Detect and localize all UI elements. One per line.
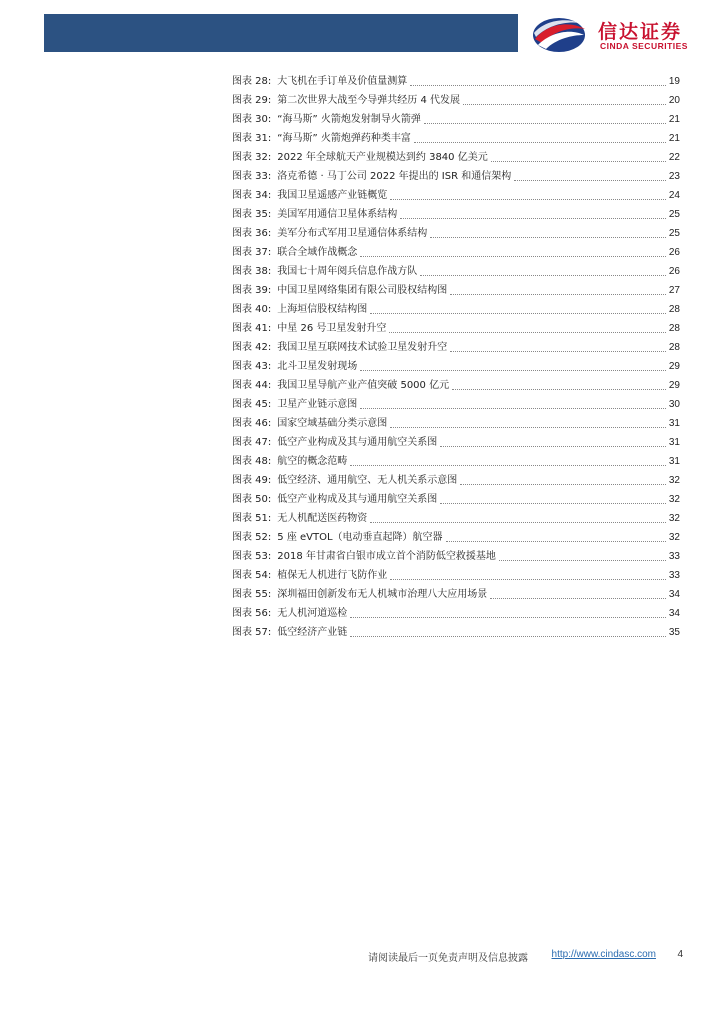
toc-figure-label: 图表 46: [232,418,272,429]
toc-figure-title: 卫星产业链示意图 [277,399,358,410]
toc-figure-label: 图表 44: [232,380,272,391]
toc-row[interactable] [232,392,680,411]
toc-dot-leader [499,560,666,561]
toc-figure-title: 我国七十周年阅兵信息作战方队 [277,266,418,277]
toc-row[interactable] [232,69,680,88]
toc-figure-label: 图表 35: [232,209,272,220]
toc-page-number: 21 [668,114,680,125]
toc-figure-title: 无人机配送医药物资 [277,513,368,524]
toc-dot-leader [490,598,666,599]
toc-page-number: 20 [668,95,680,106]
toc-dot-leader [360,256,666,257]
toc-dot-leader [370,522,666,523]
toc-figure-label: 图表 37: [232,247,272,258]
toc-page-number: 34 [668,608,680,619]
toc-figure-title: 第二次世界大战至今导弹共经历 4 代发展 [277,95,461,106]
toc-figure-title: 美国军用通信卫星体系结构 [277,209,398,220]
toc-row[interactable] [232,430,680,449]
toc-dot-leader [430,237,666,238]
toc-page-number: 29 [668,380,680,391]
toc-page-number: 29 [668,361,680,372]
toc-dot-leader [390,427,666,428]
toc-dot-leader [450,351,666,352]
toc-figure-title: “海马斯” 火箭炮弹药种类丰富 [277,133,411,144]
toc-page-number: 28 [668,323,680,334]
toc-row[interactable] [232,582,680,601]
toc-page-number: 32 [668,513,680,524]
cinda-logo-icon [530,15,588,55]
toc-page-number: 33 [668,570,680,581]
figure-index-list [232,69,680,639]
toc-page-number: 23 [668,171,680,182]
toc-row[interactable] [232,563,680,582]
toc-dot-leader [440,446,666,447]
toc-figure-title: 上海垣信股权结构图 [277,304,368,315]
toc-page-number: 31 [668,437,680,448]
toc-figure-label: 图表 56: [232,608,272,619]
toc-figure-title: “海马斯” 火箭炮发射制导火箭弹 [277,114,421,125]
toc-figure-label: 图表 50: [232,494,272,505]
toc-figure-title: 2022 年全球航天产业规模达到约 3840 亿美元 [277,152,488,163]
toc-figure-title: 大飞机在手订单及价值量测算 [277,76,408,87]
toc-figure-label: 图表 45: [232,399,272,410]
toc-figure-title: 低空产业构成及其与通用航空关系图 [277,437,438,448]
toc-page-number: 21 [668,133,680,144]
toc-figure-label: 图表 43: [232,361,272,372]
toc-page-number: 34 [668,589,680,600]
toc-row[interactable] [232,240,680,259]
toc-page-number: 25 [668,209,680,220]
toc-page-number: 28 [668,304,680,315]
toc-row[interactable] [232,88,680,107]
toc-row[interactable] [232,107,680,126]
toc-page-number: 28 [668,342,680,353]
toc-dot-leader [390,579,666,580]
footer-disclaimer: 请阅读最后一页免责声明及信息披露 [368,953,528,964]
toc-dot-leader [360,370,666,371]
toc-page-number: 31 [668,456,680,467]
toc-page-number: 26 [668,266,680,277]
toc-row[interactable] [232,183,680,202]
toc-dot-leader [491,161,666,162]
toc-figure-label: 图表 36: [232,228,272,239]
toc-figure-label: 图表 53: [232,551,272,562]
toc-page-number: 32 [668,532,680,543]
toc-figure-title: 无人机河道巡检 [277,608,348,619]
toc-row[interactable] [232,544,680,563]
page-number: 4 [677,949,683,960]
toc-row[interactable] [232,354,680,373]
toc-figure-title: 北斗卫星发射现场 [277,361,358,372]
toc-figure-label: 图表 28: [232,76,272,87]
toc-row[interactable] [232,278,680,297]
toc-row[interactable] [232,126,680,145]
logo-chinese-name: 信达证券 [598,21,683,43]
toc-page-number: 25 [668,228,680,239]
toc-row[interactable] [232,335,680,354]
logo-english-name: CINDA SECURITIES [600,41,688,51]
toc-figure-title: 洛克希德 · 马丁公司 2022 年提出的 ISR 和通信架构 [277,171,512,182]
toc-dot-leader [460,484,666,485]
toc-row[interactable] [232,164,680,183]
toc-figure-title: 中国卫星网络集团有限公司股权结构图 [277,285,448,296]
toc-row[interactable] [232,506,680,525]
toc-figure-title: 低空产业构成及其与通用航空关系图 [277,494,438,505]
toc-row[interactable] [232,373,680,392]
toc-figure-title: 2018 年甘肃省白银市成立首个消防低空救援基地 [277,551,496,562]
toc-row[interactable] [232,316,680,335]
toc-figure-label: 图表 42: [232,342,272,353]
toc-row[interactable] [232,449,680,468]
toc-figure-label: 图表 32: [232,152,272,163]
toc-figure-label: 图表 41: [232,323,272,334]
toc-figure-title: 美军分布式军用卫星通信体系结构 [277,228,428,239]
toc-row[interactable] [232,145,680,164]
toc-dot-leader [350,636,666,637]
toc-page-number: 33 [668,551,680,562]
toc-dot-leader [440,503,666,504]
footer-website-link[interactable]: http://www.cindasc.com [551,949,656,960]
toc-row[interactable] [232,601,680,620]
toc-figure-title: 我国卫星导航产业产值突破 5000 亿元 [277,380,450,391]
toc-figure-label: 图表 34: [232,190,272,201]
toc-dot-leader [370,313,666,314]
toc-dot-leader [410,85,666,86]
toc-figure-label: 图表 47: [232,437,272,448]
toc-figure-label: 图表 40: [232,304,272,315]
toc-figure-title: 国家空域基础分类示意图 [277,418,388,429]
toc-row[interactable] [232,221,680,240]
toc-figure-label: 图表 29: [232,95,272,106]
toc-figure-label: 图表 52: [232,532,272,543]
toc-dot-leader [400,218,666,219]
toc-row[interactable] [232,202,680,221]
toc-page-number: 31 [668,418,680,429]
toc-dot-leader [414,142,666,143]
toc-dot-leader [424,123,666,124]
toc-row[interactable] [232,297,680,316]
toc-figure-title: 中星 26 号卫星发射升空 [277,323,387,334]
toc-figure-label: 图表 38: [232,266,272,277]
toc-dot-leader [360,408,666,409]
toc-dot-leader [463,104,666,105]
toc-page-number: 26 [668,247,680,258]
toc-figure-label: 图表 33: [232,171,272,182]
toc-figure-title: 低空经济产业链 [277,627,348,638]
toc-figure-title: 航空的概念范畴 [277,456,348,467]
toc-row[interactable] [232,259,680,278]
toc-figure-title: 联合全域作战概念 [277,247,358,258]
toc-dot-leader [514,180,666,181]
toc-figure-label: 图表 55: [232,589,272,600]
toc-page-number: 19 [668,76,680,87]
page-footer [0,949,724,965]
toc-figure-label: 图表 30: [232,114,272,125]
toc-figure-title: 5 座 eVTOL（电动垂直起降）航空器 [277,532,443,543]
header-band [44,14,518,52]
toc-figure-label: 图表 48: [232,456,272,467]
toc-row[interactable] [232,487,680,506]
brand-logo [530,15,710,55]
toc-page-number: 30 [668,399,680,410]
toc-page-number: 32 [668,494,680,505]
toc-page-number: 32 [668,475,680,486]
toc-figure-label: 图表 54: [232,570,272,581]
toc-figure-title: 植保无人机进行飞防作业 [277,570,388,581]
toc-dot-leader [452,389,666,390]
toc-dot-leader [446,541,666,542]
toc-page-number: 27 [668,285,680,296]
toc-figure-title: 深圳福田创新发布无人机城市治理八大应用场景 [277,589,488,600]
toc-dot-leader [450,294,666,295]
toc-page-number: 35 [668,627,680,638]
toc-figure-title: 我国卫星互联网技术试验卫星发射升空 [277,342,448,353]
toc-row[interactable] [232,620,680,639]
toc-figure-title: 低空经济、通用航空、无人机关系示意图 [277,475,458,486]
toc-figure-label: 图表 57: [232,627,272,638]
toc-dot-leader [390,199,666,200]
toc-figure-label: 图表 51: [232,513,272,524]
toc-row[interactable] [232,525,680,544]
toc-figure-title: 我国卫星遥感产业链概览 [277,190,388,201]
toc-dot-leader [350,617,666,618]
toc-figure-label: 图表 39: [232,285,272,296]
toc-page-number: 22 [668,152,680,163]
toc-figure-label: 图表 49: [232,475,272,486]
toc-row[interactable] [232,468,680,487]
toc-dot-leader [420,275,666,276]
toc-dot-leader [389,332,666,333]
toc-dot-leader [350,465,666,466]
toc-row[interactable] [232,411,680,430]
toc-page-number: 24 [668,190,680,201]
toc-figure-label: 图表 31: [232,133,272,144]
